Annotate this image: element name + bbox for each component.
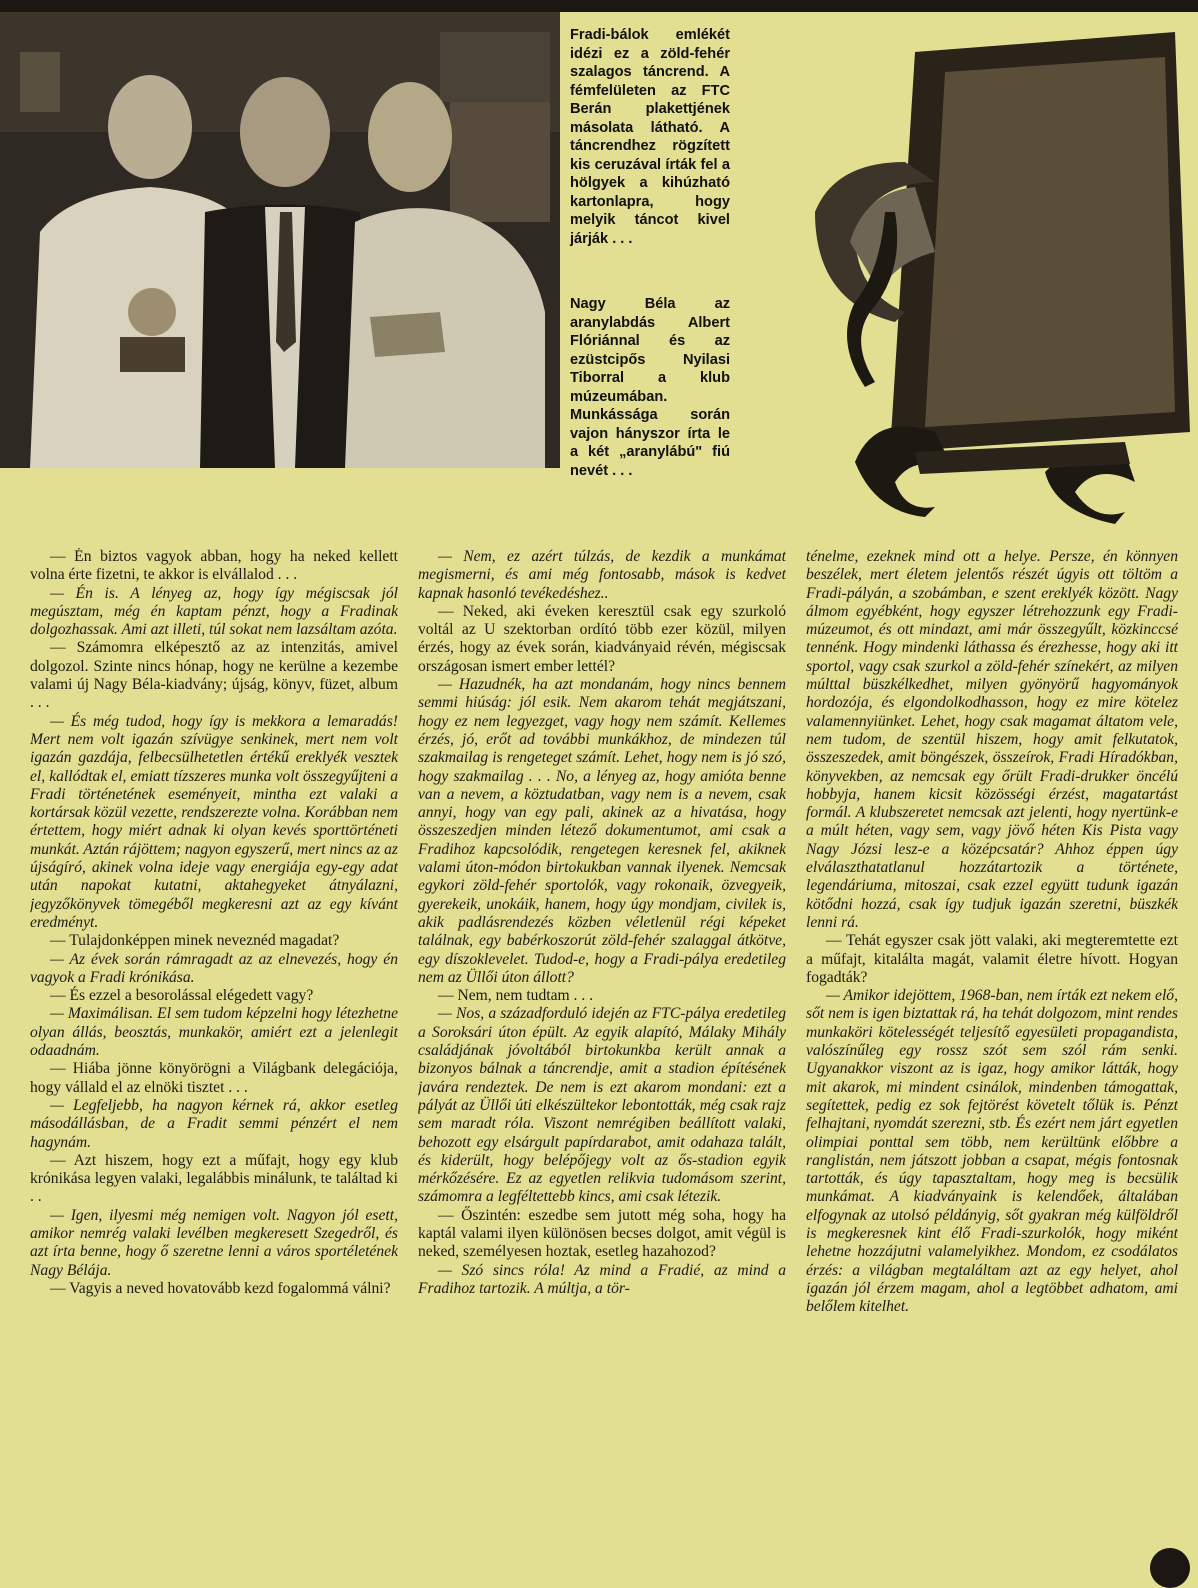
question-paragraph: — Számomra elképesztő az az intenzitás, amivel dolgozol. Szinte nincs hónap, hogy ne kerülne a kezembe valami új Nagy Béla-kiadvány; újság, könyv, füzet, album . . .: [30, 639, 398, 712]
answer-paragraph: — Nem, ez azért túlzás, de kezdik a munkámat megismerni, és ami még fontosabb, mások is kedvet kapnak hasonló tevékedéshez..: [418, 548, 786, 602]
question-paragraph: — Én biztos vagyok abban, hogy ha neked kellett volna érte fizetni, te akkor is elvállalod . . .: [30, 548, 398, 584]
answer-paragraph: — Nos, a századforduló idején az FTC-pálya eredetileg a Soroksári úton épült. Az egyik alapító, Málaky Mihály családjának jóvoltából birtokunkba került annak a bizonyos bálnak a táncrendje, amit a stadion építésének javára rendeztek. De nem is ezt akarom mondani: ezt a pályát az Üllői úti elkészültekor lebontották, még csak rajz sem maradt róla. Viszont nemrégiben beállított valaki, behozott egy elsárgult papírdarabot, amit odahaza talált, és kiderült, hogy belépőjegy volt az ős-stadion egyik mérkőzésére. Ez az egyetlen relikvia tudomásom szerint, számomra a legféltettebb kincs, ami csak létezik.: [418, 1005, 786, 1206]
answer-paragraph: — Amikor idejöttem, 1968-ban, nem írták ezt nekem elő, sőt nem is igen biztattak rá, ha tehát dolgozom, mint rendes munkaköri kötelességét teljesítő egyesületi propagandista, valószínűleg egy rossz szót sem szól rám senki. Ugyanakkor viszont az is igaz, hogy amikor látták, hogy mit akarok, mi mindent csinálok, mindenben támogattak, segítettek, pedig ez sok fejtörést követelt tőlük is. Pénzt felhajtani, nyomdát szerezni, stb. És ezért nem járt egyetlen olimpiai ponttal sem több, nem kerültünk előbbre a ranglistán, nem játszott jobban a csapat, mégis fontosnak tartották, és úgy tapasztaltam, hogy meg is becsülik munkámat. A kiadványaink is kelendőek, általában elfogynak az utolsó példányig, sőt gyakran még külföldről is megkeresnek kint élő Fradi-szurkolók, hogy miként lehetne hozzájutni valamelyikhez. Mondom, ez csodálatos érzés: a világban megtaláltam azt az egy helyet, ahol igazán jól érzem magam, ahol a legtöbbet adhatom, ami belőlem kitelhet.: [806, 987, 1178, 1316]
question-paragraph: — És ezzel a besorolással elégedett vagy?: [50, 987, 314, 1005]
answer-paragraph: — Legfeljebb, ha nagyon kérnek rá, akkor esetleg másodállásban, de a Fradit semmi pénzért el nem hagynám.: [30, 1096, 398, 1151]
answer-paragraph: — Igen, ilyesmi még nemigen volt. Nagyon jól esett, amikor nemrég valaki levélben megkeresett Szegedről, és azt írta benne, hogy ő szeretne lenni a város sportéletének Nagy Bélája.: [30, 1206, 398, 1279]
article-column-2: [418, 548, 786, 1558]
answer-paragraph: — Az évek során rámragadt az az elnevezés, hogy én vagyok a Fradi krónikása.: [30, 950, 398, 986]
page-top-border: [0, 0, 1198, 12]
answer-paragraph: — Hazudnék, ha azt mondanám, hogy nincs bennem semmi hiúság: jól esik. Nem akarom tehát megjátszani, hogy ez nem legyezget, vagy hogy nem számít. Kellemes érzés, jó, erőt ad további munkákhoz, de mindezen túl szakmailag is rengeteget számít. Lehet, hogy nem is jó szó, hogy szakmailag . . . No, a lényeg az, hogy amióta benne van a nevem, a köztudatban, vagy nem is a nevem, csak annyi, hogy van egy pali, akinek az a hivatása, hogy összeszedjen minden létező dokumentumot, ami csak a Fradihoz kapcsolódik, rengetegen keresnek fel, akiknek valami úton-módon birtokukban vannak ilyenek. Nemcsak egykori zöld-fehér sportolók, vagy rokonaik, özvegyeik, gyerekeik, unokáik, hanem, hogy úgy mondjam, civilek is, akik padlásrendezés közben véletlenül régi képeket találnak, egy babérkoszorút zöld-fehér szalaggal átkötve, egy díszoklevelet. Tudod-e, hogy a Fradi-pálya eredetileg nem az Üllői úton állott?: [418, 676, 786, 986]
caption-museum: Nagy Béla az aranylabdás Albert Flóriánnal és az ezüstcipős Nyilasi Tiborral a klub múzeumában. Munkássága során vajon hányszor írta le a két „aranylábú" fiú nevét . . .: [570, 296, 730, 479]
question-paragraph: — Vagyis a neved hovatovább kezd fogalommá válni?: [50, 1279, 391, 1297]
article-column-1: [30, 548, 398, 1558]
question-paragraph: — Neked, aki éveken keresztül csak egy szurkoló voltál az U szektorban ordító több ezer közül, milyen érzés, hogy az évek során, kiadványaid révén, mégiscsak országosan ismert ember lettél?: [418, 602, 786, 675]
question-paragraph: — Tulajdonképpen minek neveznéd magadat?: [50, 932, 340, 950]
article-column-3: [806, 548, 1178, 1558]
museum-photo: [0, 12, 560, 468]
answer-paragraph: ténelme, ezeknek mind ott a helye. Persze, én könnyen beszélek, mert életem jelentős részét úgyis ott töltöm a Fradi-pályán, a szobámban, e szent ereklyék között. Nagy álmom egyébként, hogy egyszer létrehozzunk egy Fradi-múzeumot, és ott mindazt, ami már összegyűlt, közkinccsé tennénk. Hogy mindenki láthassa és érezhesse, hogy aki itt sportol, vagy csak szurkol a zöld-fehér színekért, az milyen múlttal büszkélkedhet, milyen gyönyörű hagyományok hordozója, és elgondolkodhasson, hogy ez mire kötelez valamennyiünket. Lehet, hogy csak magamat áltatom vele, nem tudom, de szentül hiszem, hogy amit felkutatok, összeszedek, amit böngészek, összeírok, Fradi Híradókban, könyvekben, az nemcsak egy őrült Fradi-drukker öncélú hobbyja, hanem kicsit közösségi érzést, magatartást formál. A klubszeretet nemcsak azt jelenti, hogy nyertünk-e a múlt héten, vagy sem, vagy jövő héten Kis Pista vagy Nagy Józsi lesz-e a középcsatár? Ahhoz éppen úgy elválaszthatatlanul hozzátartozik a története, legendáriuma, mitoszai, csak ezzel együtt tudunk igazán kötődni hozzá, csak így tudjuk igazán szeretni, büszkék lenni rá.: [806, 548, 1178, 931]
question-paragraph: — Tehát egyszer csak jött valaki, aki megteremtette ezt a műfajt, kitalálta magát, valamit életre hívott. Hogyan fogadták?: [806, 932, 1178, 986]
question-paragraph: — Hiába jönne könyörögni a Világbank delegációja, hogy vállald el az elnöki tisztet . . .: [30, 1060, 398, 1096]
dance-card-photo: [795, 12, 1198, 532]
answer-paragraph: — És még tudod, hogy így is mekkora a lemaradás! Mert nem volt igazán szívügye senkinek, mert nem volt igazán gazdája, felbecsülhetetlen értékű ereklyék vesztek el, kallódtak el, emiatt tízszeres munka volt összegyűjteni a Fradi történetének eseményeit, mintha ezt valaki a kortársak közül vezette, rendszerezte volna. Korábban nem értettem, hogy miért adnak ki olyan kevés sporttörténeti munkát. Aztán rájöttem; nagyon egyszerű, mert nincs az az újságíró, akinek volna ideje vagy energiája egy-egy adat után napokat kutatni, aktahegyeket átnyálazni, jegyzőkönyvek tömegéből megkeresni azt az egy kívánt eredményt.: [30, 712, 398, 931]
question-paragraph: — Azt hiszem, hogy ezt a műfajt, hogy egy klub krónikása legyen valaki, legalábbis minálunk, te találtad ki . .: [30, 1151, 398, 1206]
question-paragraph: — Nem, nem tudtam . . .: [438, 987, 594, 1005]
answer-paragraph: — Szó sincs róla! Az mind a Fradié, az mind a Fradihoz tartozik. A múltja, a tör-: [418, 1261, 786, 1297]
answer-paragraph: — Maximálisan. El sem tudom képzelni hogy létezhetne olyan állás, beosztás, munkakör, amiért ezt a jelenlegit odaadnám.: [30, 1005, 398, 1060]
answer-paragraph: — Én is. A lényeg az, hogy így mégiscsak jól megúsztam, még én kaptam pénzt, hogy a Fradinak dolgozhassak. Ami azt illeti, túl sokat nem lazsáltam azóta.: [30, 584, 398, 639]
question-paragraph: — Őszintén: eszedbe sem jutott még soha, hogy ha kaptál valami ilyen különösen becses dolgot, amit végül is neked, személyesen hoztak, esetleg hazahozod?: [418, 1206, 786, 1261]
caption-ballroom: Fradi-bálok emlékét idézi ez a zöld-fehér szalagos táncrend. A fémfelületen az FTC Berán plakettjének másolata látható. A táncrendhez rögzített kis ceruzával írták fel a hölgyek a kihúzható kartonlapra, hogy melyik táncot kivel járják . . .: [570, 27, 730, 247]
page-corner-marker: [1150, 1548, 1190, 1588]
